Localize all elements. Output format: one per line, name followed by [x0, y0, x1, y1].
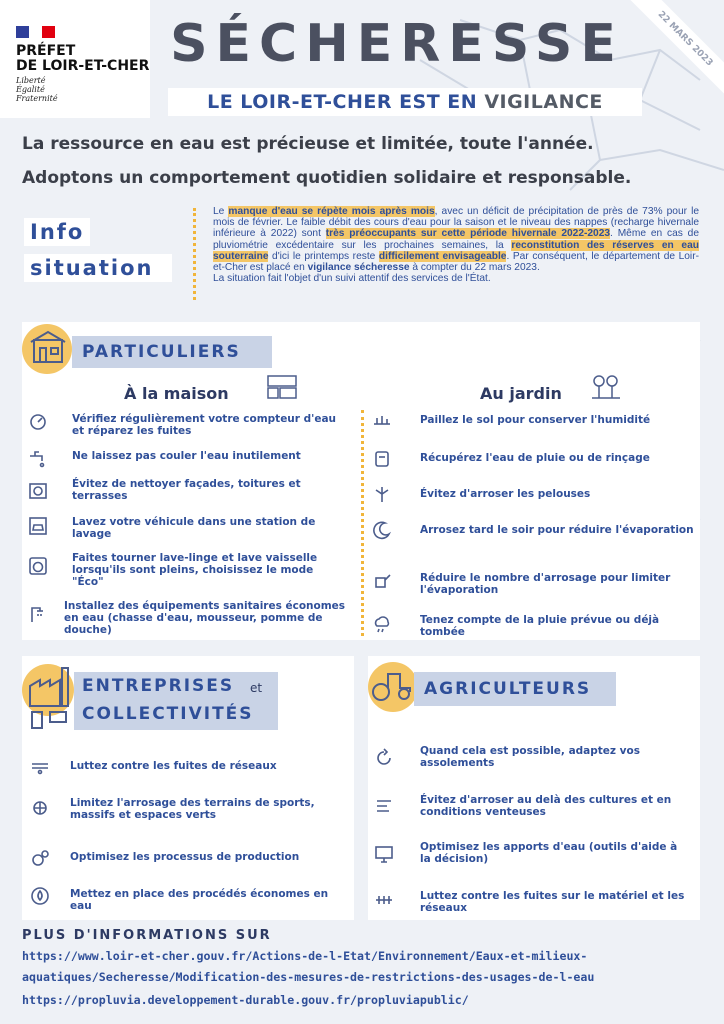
agriculteurs-item-1-text: Quand cela est possible, adaptez vos assolements: [420, 745, 640, 769]
jardin-item-1-text: Paillez le sol pour conserver l'humidité: [420, 414, 651, 426]
date-ribbon-text: 22 MARS 2023: [624, 0, 724, 100]
watering-can-icon: [372, 570, 392, 590]
entreprises-title-line-1: ENTREPRISES: [82, 676, 235, 696]
info-followup: La situation fait l'objet d'un suivi attentif des services de l'État.: [213, 273, 491, 285]
jardin-item-5-text: Réduire le nombre d'arrosage pour limiter l'évaporation: [420, 572, 671, 596]
maison-item-3-text: Évitez de nettoyer façades, toitures et terrasses: [72, 478, 301, 502]
particuliers-divider: [361, 410, 364, 636]
factory-icon: [26, 664, 74, 730]
car-wash-icon: [28, 516, 48, 536]
maison-item-6-text: Installez des équipements sanitaires économes en eau (chasse d'eau, mousseur, pomme de douche): [64, 600, 346, 636]
motto-fraternite: Fraternité: [16, 94, 58, 103]
jardin-item-6-text: Tenez compte de la pluie prévue ou déjà tombée: [420, 614, 660, 638]
prefecture-link-line-2[interactable]: aquatiques/Secheresse/Modification-des-mesures-de-restrictions-des-usages-de-l-eau: [22, 970, 595, 984]
subtitle-prefix: LE LOIR-ET-CHER EST EN: [207, 91, 478, 113]
entreprises-item-1-text: Luttez contre les fuites de réseaux: [70, 760, 277, 772]
maison-item-4-text: Lavez votre véhicule dans une station de lavage: [72, 516, 316, 540]
sprinkler-icon: [372, 484, 392, 504]
entreprises-title: [74, 672, 278, 730]
motto-egalite: Égalité: [16, 85, 45, 94]
equipment-leak-icon: [374, 890, 394, 910]
entreprises-title-and: et: [250, 681, 263, 695]
entreprises-item-4-text: Mettez en place des procédés économes en eau: [70, 888, 329, 912]
entreprises-item-3-text: Optimisez les processus de production: [70, 851, 300, 863]
washing-machine-icon: [28, 556, 48, 576]
rotation-icon: [374, 748, 394, 768]
agriculteurs-title: AGRICULTEURS: [414, 672, 616, 706]
jardin-heading: Au jardin: [480, 384, 562, 403]
water-drop-gear-icon: [30, 886, 50, 906]
furniture-icon: [266, 374, 298, 400]
jardin-item-4-text: Arrosez tard le soir pour réduire l'évaporation: [420, 524, 694, 536]
pipe-leak-icon: [30, 756, 50, 776]
agriculteurs-item-3-text: Optimisez les apports d'eau (outils d'aide à la décision): [420, 841, 678, 865]
info-divider: [193, 208, 196, 300]
mulch-icon: [372, 410, 392, 430]
house-icon: [28, 330, 68, 366]
irrigation-wind-icon: [374, 796, 394, 816]
vigilance-subtitle: [168, 88, 642, 116]
entreprises-title-line-2: COLLECTIVITÉS: [82, 704, 254, 724]
maison-item-1-text: Vérifiez régulièrement votre compteur d'eau et réparez les fuites: [72, 413, 337, 437]
jardin-item-3-text: Évitez d'arroser les pelouses: [420, 488, 591, 500]
info-paragraph: Le manque d'eau se répète mois après mois, avec un déficit de précipitation de près de 73% pour le mois de février. Le faible débit des cours d'eau pour la saison et le niveau des nappes (recharge hivernale inférieure à 2022) sont très préoccupants sur cette période hivernale 2022-2023. Même en cas de pluviométrie excédentaire sur les prochaines semaines, la reconstitution des réserves en eau souterraine d'ici le printemps reste difficilement envisageable. Par conséquent, le département de Loir-et-Cher est placé en vigilance sécheresse à compter du 22 mars 2023. La situation fait l'objet d'un suivi attentif des services de l'État.: [213, 206, 699, 285]
subtitle-emphasis: VIGILANCE: [484, 91, 603, 113]
gears-icon: [30, 848, 50, 868]
tractor-icon: [370, 668, 414, 702]
flowers-icon: [590, 372, 622, 400]
more-info-label: PLUS D'INFORMATIONS SUR: [22, 928, 272, 943]
maison-item-2-text: Ne laissez pas couler l'eau inutilement: [72, 450, 301, 462]
stadium-sprinkler-icon: [30, 798, 50, 818]
agriculteurs-item-4-text: Luttez contre les fuites sur le matériel et les réseaux: [420, 890, 685, 914]
maison-heading: À la maison: [124, 384, 229, 403]
maison-item-5-text: Faites tourner lave-linge et lave vaisselle lorsqu'ils sont pleins, choisissez le mode "Éco": [72, 552, 318, 588]
shower-icon: [28, 604, 48, 624]
moon-icon: [372, 520, 392, 540]
motto-liberte: Liberté: [16, 76, 46, 85]
prefecture-link-line-1[interactable]: https://www.loir-et-cher.gouv.fr/Actions-de-l-Etat/Environnement/Eaux-et-milieux-: [22, 949, 588, 963]
faucet-icon: [28, 448, 48, 468]
water-meter-icon: [28, 412, 48, 432]
rain-barrel-icon: [372, 448, 392, 468]
rain-cloud-icon: [372, 614, 392, 634]
info-label-line-2: situation: [24, 254, 172, 282]
jardin-item-2-text: Récupérez l'eau de pluie ou de rinçage: [420, 452, 650, 464]
decision-tool-icon: [374, 844, 394, 864]
house-cleaning-icon: [28, 480, 48, 500]
republic-motto: [16, 76, 58, 103]
particuliers-title: PARTICULIERS: [72, 336, 272, 368]
prefecture-name: PRÉFET DE LOIR-ET-CHER: [16, 43, 150, 74]
intro-line-1: La ressource en eau est précieuse et limitée, toute l'année.: [22, 134, 594, 154]
date-ribbon: [600, 0, 724, 124]
french-flag-icon: [16, 26, 56, 38]
propluvia-link[interactable]: https://propluvia.developpement-durable.gouv.fr/propluviapublic/: [22, 993, 469, 1007]
info-label-line-1: Info: [24, 218, 90, 246]
agriculteurs-item-2-text: Évitez d'arroser au delà des cultures et en conditions venteuses: [420, 794, 672, 818]
intro-line-2: Adoptons un comportement quotidien solidaire et responsable.: [22, 168, 632, 188]
page-title: SÉCHERESSE: [170, 14, 624, 74]
entreprises-item-2-text: Limitez l'arrosage des terrains de sports, massifs et espaces verts: [70, 797, 315, 821]
